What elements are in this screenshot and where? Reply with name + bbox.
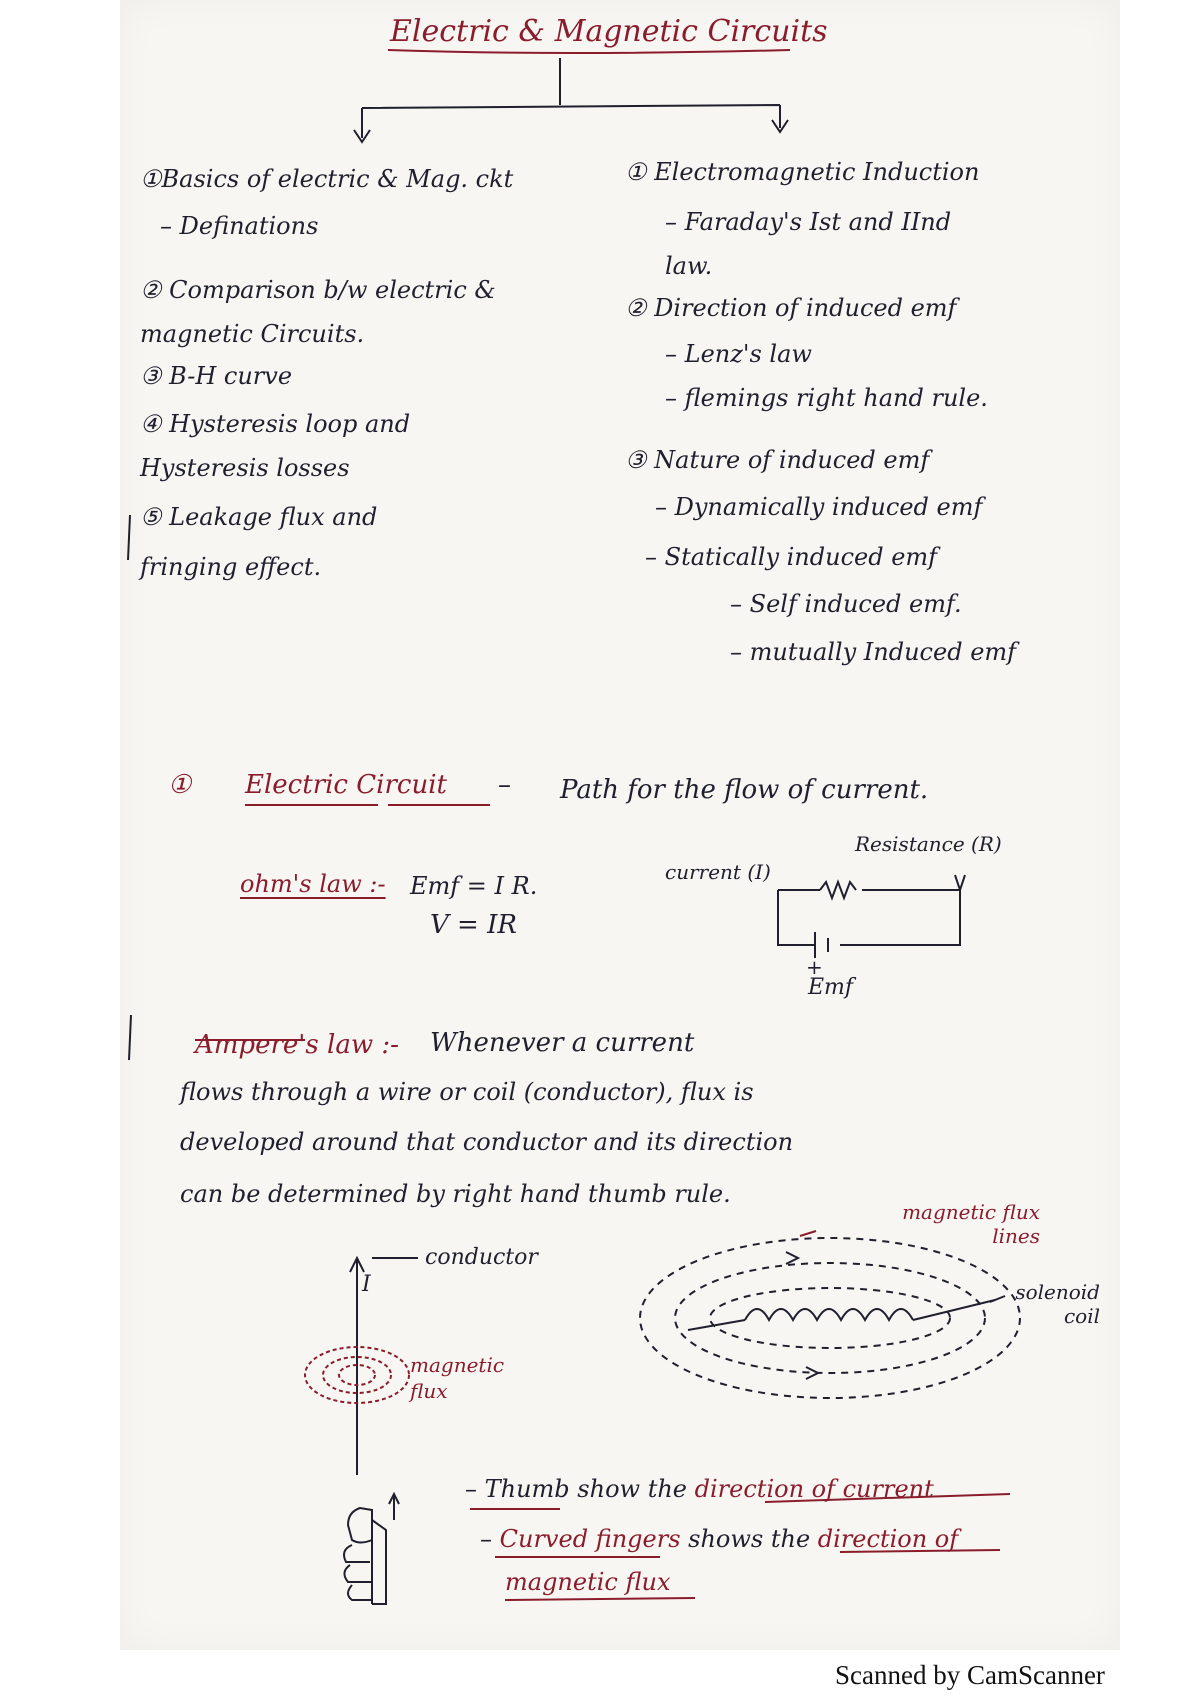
page-title: Electric & Magnetic Circuits <box>390 14 828 49</box>
scanner-watermark: Scanned by CamScanner <box>835 1660 1105 1690</box>
margin-mark-1 <box>128 515 130 560</box>
section-number: ① <box>168 770 192 800</box>
solenoid-lead-left <box>688 1320 745 1330</box>
right-item-1: ① Electromagnetic Induction <box>625 158 980 186</box>
left-item-6: ⑤ Leakage flux and fringing effect. <box>140 503 378 581</box>
flux-lines-label: magnetic flux lines <box>902 1200 1040 1248</box>
current-arrow <box>955 875 965 890</box>
ohms-law-eq2: V = IR <box>430 910 517 940</box>
thumb-rule-line-2 <box>480 1525 958 1553</box>
margin-mark-2 <box>129 1015 131 1060</box>
left-item-3: ② Comparison b/w electric & magnetic Circuits. <box>140 276 496 348</box>
thumb-rule-line-1-prefix: – Thumb show the <box>465 1475 695 1503</box>
thumb-rule-line-1 <box>465 1475 934 1503</box>
left-item-4: ③ B-H curve <box>140 362 293 390</box>
amperes-law-line-2: flows through a wire or coil (conductor), flux is <box>180 1078 754 1106</box>
thumb-rule-line-2-prefix: – <box>480 1525 500 1553</box>
right-item-3: ② Direction of induced emf <box>625 294 957 322</box>
ohms-law-eq1: Emf = I R. <box>410 872 538 900</box>
magnetic-flux-label: magnetic flux <box>410 1353 505 1403</box>
solenoid-label: solenoid coil <box>1015 1280 1100 1328</box>
solenoid-diagram <box>640 1231 1020 1398</box>
conductor-label: conductor <box>425 1245 538 1270</box>
current-label: current (I) <box>665 860 771 884</box>
right-item-8: – Statically induced emf <box>645 543 938 571</box>
branch-lines <box>362 58 780 138</box>
battery-plus-label: + <box>806 955 823 979</box>
left-item-2: – Definations <box>160 212 319 240</box>
left-item-1: ①Basics of electric & Mag. ckt <box>140 165 514 193</box>
amperes-law-line-4: can be determined by right hand thumb rule. <box>180 1180 731 1208</box>
circuit-diagram <box>778 875 965 958</box>
right-item-7: – Dynamically induced emf <box>655 493 983 521</box>
left-item-5: ④ Hysteresis loop and Hysteresis losses <box>140 410 411 482</box>
emf-label: Emf <box>808 975 854 1000</box>
title-underline <box>388 50 790 53</box>
amperes-law-line-1: Whenever a current <box>430 1028 695 1058</box>
resistance-label: Resistance (R) <box>855 832 1002 856</box>
field-arrow-1 <box>786 1252 798 1264</box>
amperes-law-label: Ampere's law :- <box>195 1030 399 1060</box>
right-item-2: – Faraday's Ist and IInd law. <box>665 208 952 280</box>
solenoid-coil <box>745 1309 913 1320</box>
amperes-law-line-3: developed around that conductor and its direction <box>180 1128 794 1156</box>
right-item-5: – flemings right hand rule. <box>665 384 988 412</box>
circuit-wire-right <box>840 890 960 945</box>
resistor-symbol <box>820 882 856 898</box>
thumb-direction-arrow <box>389 1494 399 1520</box>
field-line-2 <box>675 1263 985 1373</box>
circuit-wire-left <box>778 890 815 945</box>
underline-magnetic-flux <box>505 1598 695 1600</box>
thumb-rule-line-2-mid: shows the <box>680 1525 818 1553</box>
section-definition: Path for the flow of current. <box>560 775 929 805</box>
thumb-rule-line-2-link1: Curved fingers <box>499 1525 681 1553</box>
right-item-9: – Self induced emf. <box>730 590 962 618</box>
flux-lines-pointer <box>800 1231 816 1236</box>
solenoid-lead-right <box>913 1300 995 1320</box>
current-symbol: I <box>362 1272 371 1297</box>
thumb-rule-line-3: magnetic flux <box>505 1568 671 1596</box>
right-item-6: ③ Nature of induced emf <box>625 446 930 474</box>
right-item-4: – Lenz's law <box>665 340 812 368</box>
thumb-rule-line-2-link2: direction of <box>817 1525 959 1553</box>
dash: – <box>498 770 511 800</box>
section-title: Electric Circuit <box>245 770 447 800</box>
ohms-law-label: ohm's law :- <box>240 870 386 898</box>
thumb-rule-line-1-link: direction of current <box>694 1475 934 1503</box>
right-hand-sketch <box>344 1494 399 1604</box>
right-item-10: – mutually Induced emf <box>730 638 1017 666</box>
